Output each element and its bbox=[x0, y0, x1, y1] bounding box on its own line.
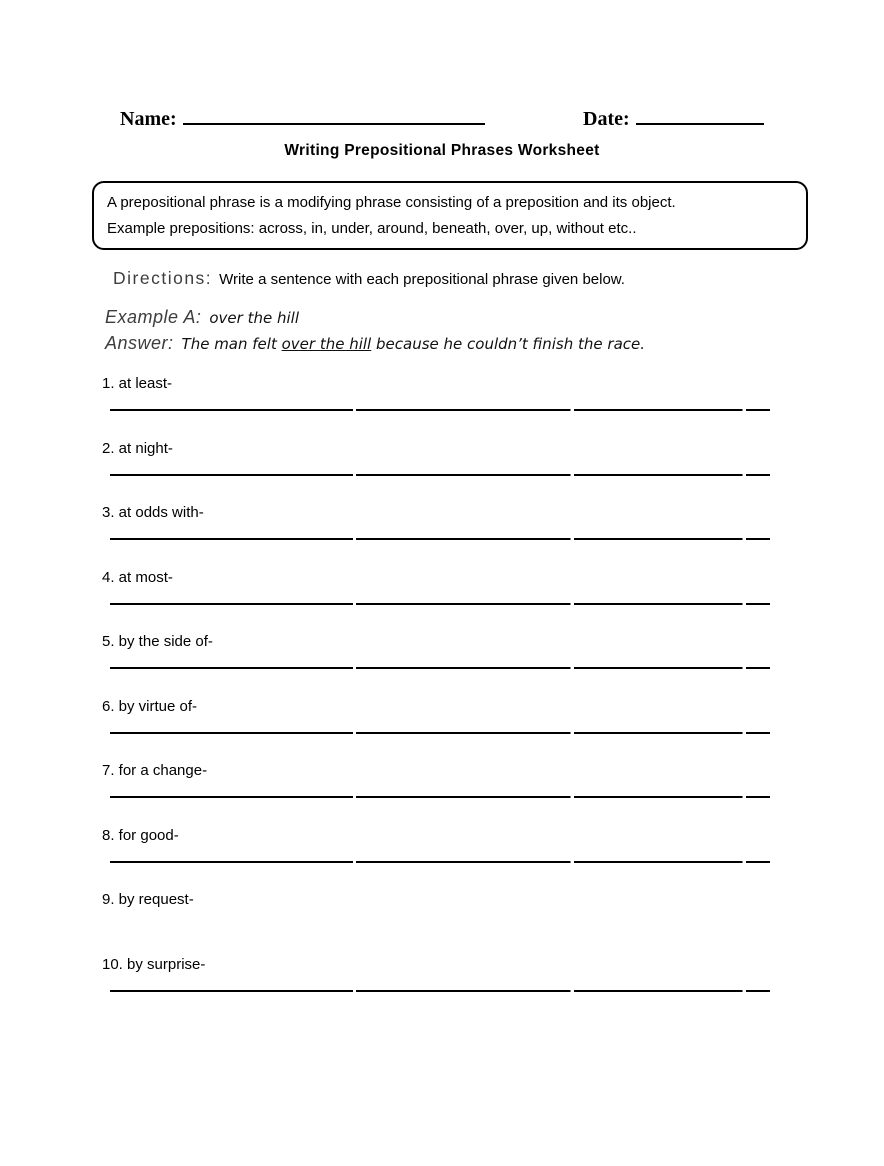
answer-line[interactable] bbox=[110, 603, 770, 605]
question-item bbox=[102, 570, 770, 635]
answer-line[interactable] bbox=[110, 732, 770, 734]
name-label: Name: bbox=[120, 108, 177, 130]
question-item bbox=[102, 505, 770, 570]
answer-line[interactable] bbox=[110, 474, 770, 476]
example-phrase-row bbox=[105, 307, 645, 333]
answer-text-pre: The man felt bbox=[181, 335, 282, 353]
example-label: Example A: bbox=[105, 307, 202, 327]
answer-label: Answer: bbox=[105, 333, 174, 353]
question-item bbox=[102, 699, 770, 764]
question-item bbox=[102, 376, 770, 441]
question-item bbox=[102, 828, 770, 893]
question-label: 3. at odds with- bbox=[102, 504, 204, 521]
question-item bbox=[102, 441, 770, 506]
directions-row bbox=[113, 268, 625, 289]
question-label: 10. by surprise- bbox=[102, 955, 206, 973]
example-answer-row bbox=[105, 333, 645, 359]
question-label: 8. for good- bbox=[102, 826, 179, 844]
definition-line-1: A prepositional phrase is a modifying phrase consisting of a preposition and its object. bbox=[107, 194, 676, 211]
name-field-group bbox=[120, 108, 485, 131]
answer-line[interactable] bbox=[110, 538, 770, 540]
question-item bbox=[102, 892, 770, 957]
answer-line[interactable] bbox=[110, 667, 770, 669]
question-label: 1. at least- bbox=[102, 375, 173, 392]
question-item bbox=[102, 957, 770, 1022]
answer-line[interactable] bbox=[110, 409, 770, 411]
question-list bbox=[102, 376, 770, 1021]
example-phrase: over the hill bbox=[209, 309, 299, 327]
directions-label: Directions: bbox=[113, 268, 213, 288]
answer-text-underlined: over the hill bbox=[281, 335, 372, 353]
date-field-group bbox=[583, 108, 764, 131]
date-label: Date: bbox=[583, 108, 630, 130]
question-label: 9. by request- bbox=[102, 891, 194, 908]
question-label: 7. for a change- bbox=[102, 762, 208, 779]
example-block bbox=[105, 307, 645, 359]
question-label: 2. at night- bbox=[102, 439, 173, 457]
answer-line[interactable] bbox=[110, 861, 770, 863]
page-title: Writing Prepositional Phrases Worksheet bbox=[284, 142, 600, 159]
answer-line[interactable] bbox=[110, 796, 770, 798]
definition-box bbox=[92, 181, 808, 250]
question-label: 6. by virtue of- bbox=[102, 697, 198, 715]
question-label: 4. at most- bbox=[102, 568, 173, 586]
question-item bbox=[102, 763, 770, 828]
answer-sentence bbox=[182, 335, 645, 353]
answer-text-post: because he couldn’t finish the race. bbox=[371, 335, 645, 353]
definition-line-2: Example prepositions: across, in, under, around, beneath, over, up, without etc.. bbox=[107, 220, 637, 237]
directions-text: Write a sentence with each prepositional phrase given below. bbox=[219, 271, 625, 288]
date-input-line[interactable] bbox=[636, 108, 764, 125]
question-label: 5. by the side of- bbox=[102, 633, 213, 650]
answer-line[interactable] bbox=[110, 990, 770, 992]
question-item bbox=[102, 634, 770, 699]
name-input-line[interactable] bbox=[183, 108, 485, 125]
